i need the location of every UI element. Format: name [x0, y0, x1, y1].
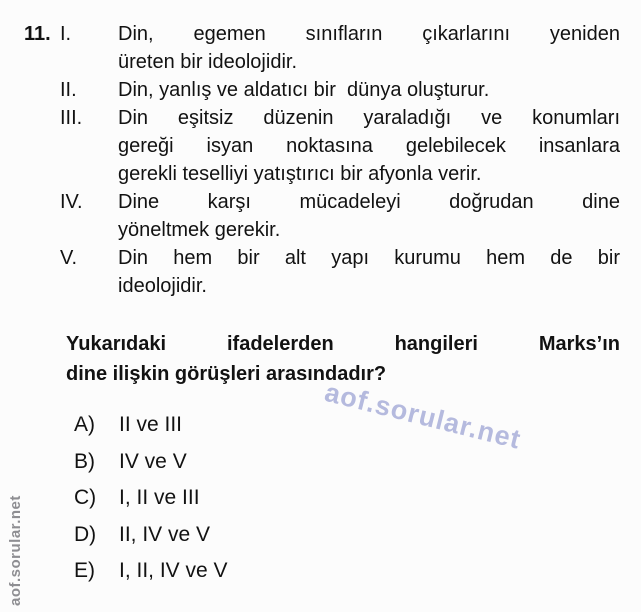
statement-numeral: II. — [60, 79, 77, 101]
option-letter: C) — [74, 486, 97, 509]
statement-numeral: III. — [60, 107, 83, 129]
question-stem — [66, 329, 620, 389]
option-text: I, II, IV ve V — [119, 559, 228, 582]
statement-line: Din, egemen sınıfların çıkarlarını yeniden — [118, 23, 620, 45]
statement-item-5 — [60, 244, 620, 300]
watermark-vertical: aof.sorular.net — [7, 495, 24, 606]
option-letter: D) — [74, 522, 97, 546]
statement-item-4 — [60, 188, 620, 244]
option-c — [74, 486, 228, 510]
stem-line: Yukarıdaki ifadelerden hangileri Marks’ın — [66, 333, 620, 355]
option-b — [74, 450, 228, 474]
statement-numeral: I. — [60, 23, 72, 45]
option-d — [74, 523, 228, 547]
statements-list — [60, 20, 620, 300]
option-text: II, IV ve V — [119, 522, 211, 546]
statement-line: Din hem bir alt yapı kurumu hem de bir — [118, 247, 620, 269]
statement-item-2 — [60, 76, 620, 104]
options-list — [74, 413, 228, 596]
statement-item-3 — [60, 104, 620, 188]
option-a — [74, 413, 228, 437]
watermark-diagonal: aof.sorular.net — [321, 377, 525, 455]
option-letter: E) — [74, 559, 95, 582]
statement-item-1 — [60, 20, 620, 76]
option-text: II ve III — [119, 413, 183, 436]
option-text: I, II ve III — [119, 486, 200, 509]
statement-line: ideolojidir. — [118, 275, 207, 297]
statement-line: Dine karşı mücadeleyi doğrudan dine — [118, 191, 620, 213]
statement-numeral: V. — [60, 247, 78, 269]
option-e — [74, 559, 228, 583]
question-number: 11. — [24, 23, 51, 45]
option-text: IV ve V — [119, 449, 187, 473]
option-letter: B) — [74, 449, 95, 473]
statement-line: Din, yanlış ve aldatıcı bir dünya oluşturur. — [118, 79, 490, 101]
statement-line: gerekli teselliyi yatıştırıcı bir afyonla verir. — [118, 163, 482, 185]
statement-line: yöneltmek gerekir. — [118, 219, 281, 241]
option-letter: A) — [74, 413, 95, 436]
statement-line: üreten bir ideolojidir. — [118, 51, 297, 73]
statement-numeral: IV. — [60, 191, 83, 213]
stem-line: dine ilişkin görüşleri arasındadır? — [66, 363, 387, 385]
statement-line: gereği isyan noktasına gelebilecek insanlara — [118, 135, 620, 157]
statement-line: Din eşitsiz düzenin yaraladığı ve konumları — [118, 107, 620, 129]
